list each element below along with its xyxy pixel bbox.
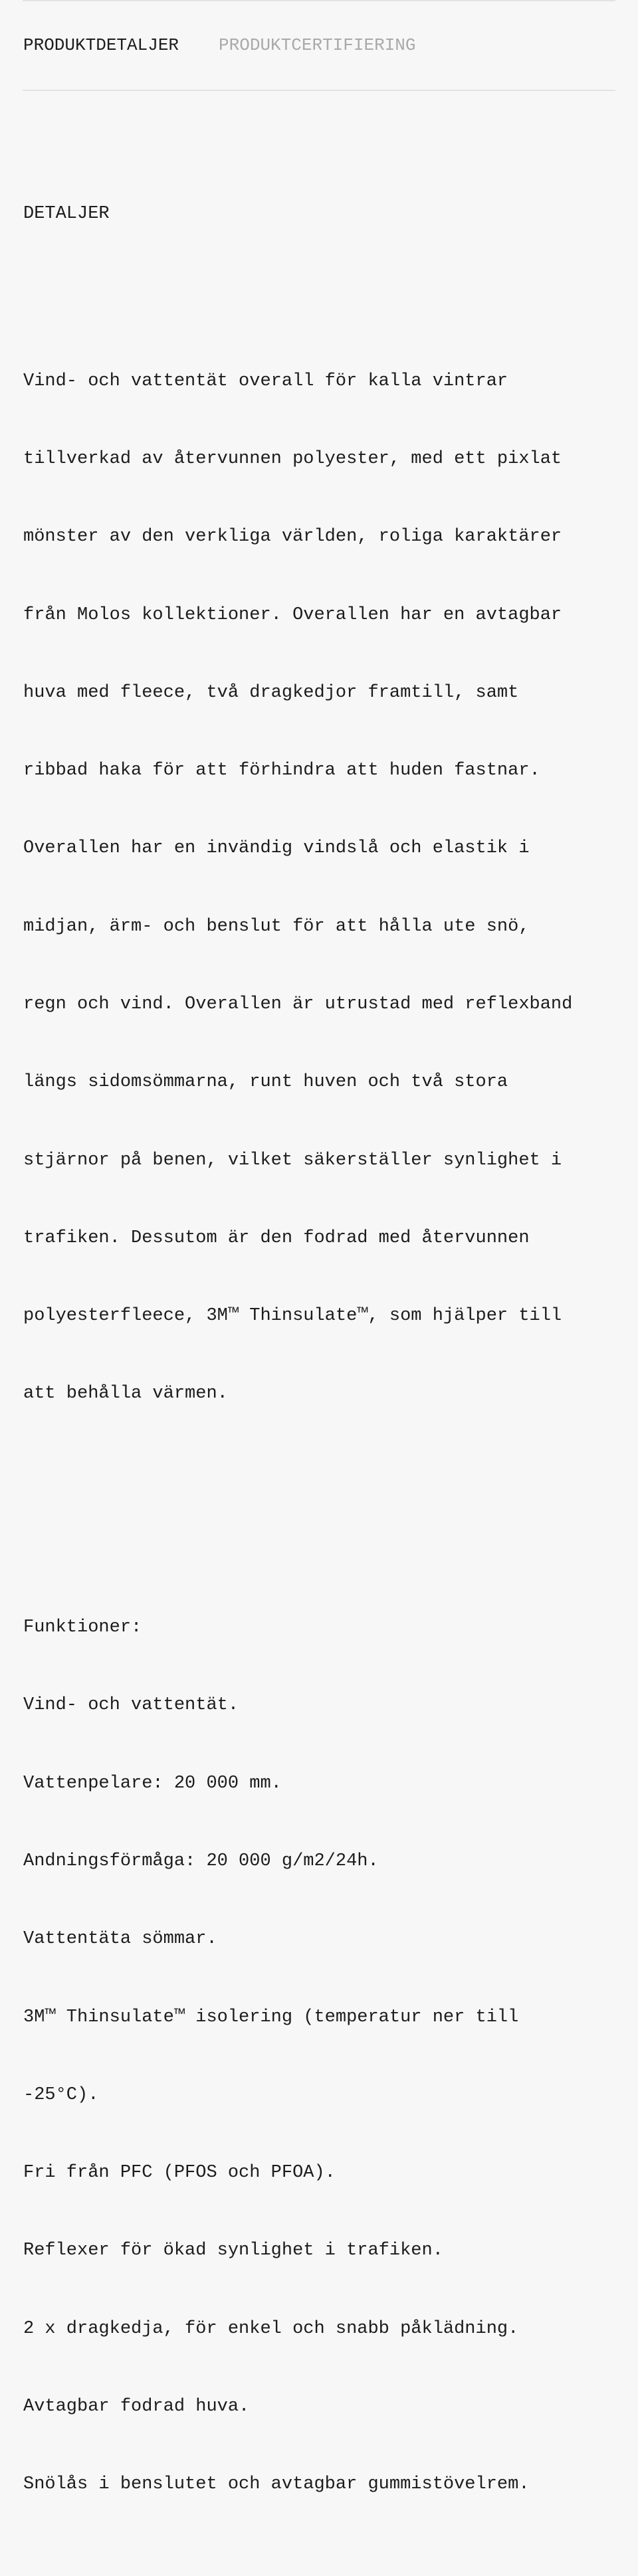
product-tabs [23,33,416,57]
description-line: att behålla värmen. [23,1384,228,1404]
feature-item: Avtagbar fodrad huva. [23,2396,250,2417]
product-description [23,317,621,1459]
description-line: huva med fleece, två dragkedjor framtill, samt [23,682,519,703]
description-line: polyesterfleece, 3M™ Thinsulate™, som hjälper till [23,1306,562,1327]
tabs-divider [23,90,615,91]
feature-item: 3M™ Thinsulate™ isolering (temperatur ner till [23,2007,519,2027]
feature-item: Vattentäta sömmar. [23,1929,217,1950]
description-line: regn och vind. Overallen är utrustad med reflexband [23,994,573,1014]
feature-item: Fri från PFC (PFOS och PFOA). [23,2163,336,2183]
feature-item: 2 x dragkedja, för enkel och snabb påklädning. [23,2318,519,2339]
description-line: mönster av den verkliga världen, roliga karaktärer [23,527,562,547]
features-list [23,1563,621,2550]
description-line: från Molos kollektioner. Overallen har en avtagbar [23,604,562,625]
top-divider [23,0,615,1]
description-line: trafiken. Dessutom är den fodrad med återvunnen [23,1228,530,1248]
details-heading: DETALJER [23,204,110,225]
description-line: tillverkad av återvunnen polyester, med ett pixlat [23,449,562,470]
description-line: ribbad haka för att förhindra att huden fastnar. [23,761,540,781]
description-line: längs sidomsömmarna, runt huven och två stora [23,1072,508,1093]
description-line: stjärnor på benen, vilket säkerställer synlighet i [23,1150,562,1170]
feature-item: Reflexer för ökad synlighet i trafiken. [23,2241,443,2261]
feature-item: Vind- och vattentät. [23,1695,239,1716]
description-line: Vind- och vattentät overall för kalla vintrar [23,371,508,391]
details-content [23,149,621,2576]
feature-item: Vattenpelare: 20 000 mm. [23,1773,282,1794]
feature-item: Snölås i benslutet och avtagbar gummistövelrem. [23,2474,530,2495]
description-line: Overallen har en invändig vindslå och elastik i [23,838,530,859]
tab-produktdetaljer[interactable]: PRODUKTDETALJER [23,35,179,55]
features-heading: Funktioner: [23,1617,142,1638]
feature-item: Andningsförmåga: 20 000 g/m2/24h. [23,1851,379,1871]
feature-item: -25°C). [23,2084,99,2105]
description-line: midjan, ärm- och benslut för att hålla ute snö, [23,916,530,937]
tab-produktcertifiering[interactable]: PRODUKTCERTIFIERING [219,35,416,55]
